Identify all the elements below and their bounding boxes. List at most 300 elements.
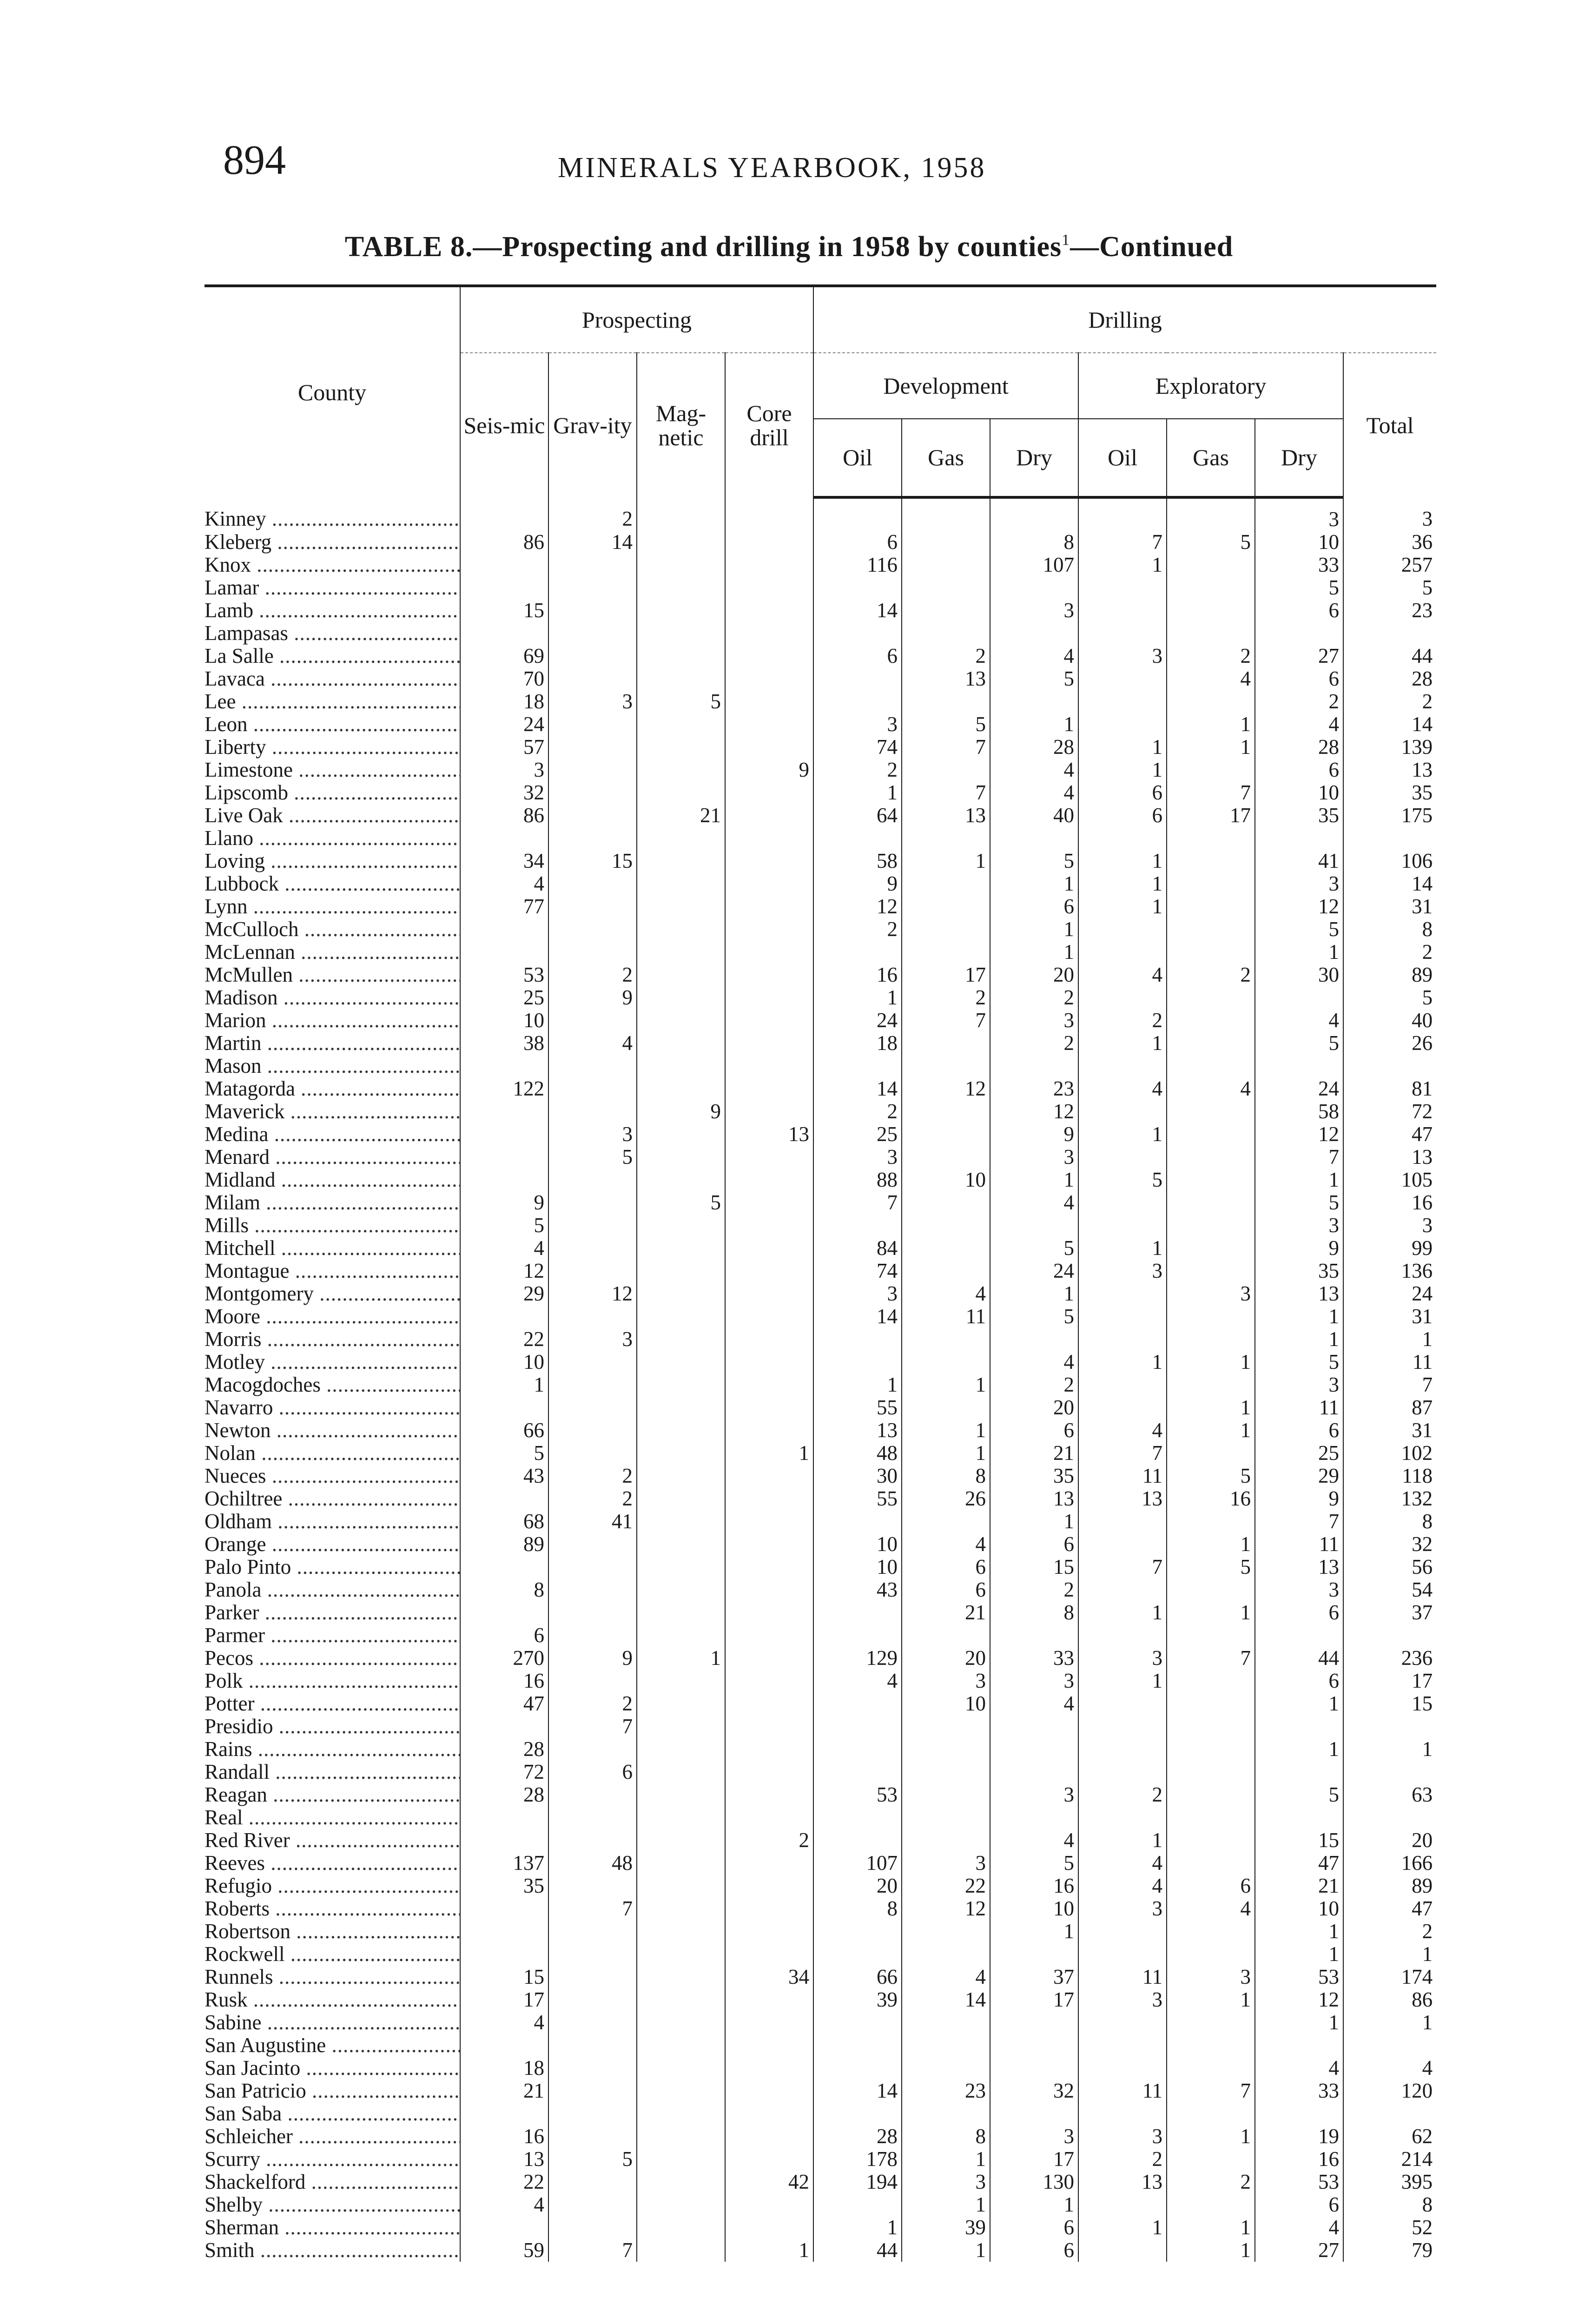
county-name: Mills ..... xyxy=(205,1214,460,1237)
magnetic-cell xyxy=(637,2102,725,2125)
dev-dry-cell: 107 xyxy=(990,554,1078,576)
exp-oil-cell xyxy=(1078,1373,1167,1396)
exp-dry-cell: 24 xyxy=(1255,1077,1343,1100)
gravity-cell: 5 xyxy=(548,2148,637,2171)
core-cell xyxy=(725,918,813,941)
gravity-cell xyxy=(548,1806,637,1829)
exp-oil-cell xyxy=(1078,2102,1167,2125)
dev-gas-cell xyxy=(902,1396,990,1419)
dev-gas-cell: 21 xyxy=(902,1601,990,1624)
magnetic-cell xyxy=(637,1351,725,1373)
magnetic-cell xyxy=(637,1032,725,1055)
core-cell xyxy=(725,599,813,622)
seismic-cell xyxy=(460,1806,548,1829)
table-row xyxy=(205,1920,1436,1943)
exp-oil-cell: 11 xyxy=(1078,1966,1167,1988)
seismic-cell: 1 xyxy=(460,1373,548,1396)
dev-dry-cell: 8 xyxy=(990,531,1078,554)
total-cell: 3 xyxy=(1343,1214,1436,1237)
seismic-cell: 24 xyxy=(460,713,548,736)
table-row xyxy=(205,804,1436,827)
magnetic-cell xyxy=(637,554,725,576)
exp-dry-cell: 5 xyxy=(1255,1191,1343,1214)
table-row xyxy=(205,759,1436,781)
exp-oil-header: Oil xyxy=(1078,419,1167,497)
exp-oil-cell xyxy=(1078,1396,1167,1419)
dev-gas-cell xyxy=(902,497,990,531)
gravity-cell xyxy=(548,1783,637,1806)
core-cell xyxy=(725,2080,813,2102)
county-name: Robertson ..... xyxy=(205,1920,460,1943)
magnetic-cell xyxy=(637,1396,725,1419)
dev-gas-cell: 10 xyxy=(902,1169,990,1191)
core-cell xyxy=(725,1556,813,1578)
total-cell xyxy=(1343,1624,1436,1647)
table-row xyxy=(205,1692,1436,1715)
county-name: Maverick ..... xyxy=(205,1100,460,1123)
exp-oil-cell: 4 xyxy=(1078,1875,1167,1897)
dev-dry-cell: 5 xyxy=(990,850,1078,872)
seismic-cell: 22 xyxy=(460,1328,548,1351)
gravity-cell xyxy=(548,2057,637,2080)
core-cell xyxy=(725,2011,813,2034)
exp-dry-cell: 3 xyxy=(1255,1214,1343,1237)
county-name: Navarro ..... xyxy=(205,1396,460,1419)
exp-dry-cell: 35 xyxy=(1255,804,1343,827)
county-cell xyxy=(205,2193,460,2216)
seismic-cell: 34 xyxy=(460,850,548,872)
exp-gas-cell xyxy=(1167,1510,1255,1533)
county-cell xyxy=(205,622,460,645)
county-name: Sabine ..... xyxy=(205,2011,460,2034)
dev-gas-cell xyxy=(902,759,990,781)
dev-dry-cell xyxy=(990,1943,1078,1966)
dev-dry-cell: 17 xyxy=(990,1988,1078,2011)
dev-dry-cell xyxy=(990,1738,1078,1761)
seismic-cell: 10 xyxy=(460,1009,548,1032)
exp-dry-cell: 1 xyxy=(1255,1328,1343,1351)
gravity-cell xyxy=(548,1351,637,1373)
county-name: San Jacinto ..... xyxy=(205,2057,460,2080)
seismic-cell: 15 xyxy=(460,599,548,622)
dev-oil-cell xyxy=(813,667,902,690)
dev-oil-cell: 12 xyxy=(813,895,902,918)
county-cell xyxy=(205,781,460,804)
dev-oil-cell: 74 xyxy=(813,736,902,759)
core-cell xyxy=(725,872,813,895)
seismic-cell: 59 xyxy=(460,2239,548,2262)
dev-gas-cell: 3 xyxy=(902,2171,990,2193)
magnetic-cell xyxy=(637,1897,725,1920)
gravity-cell xyxy=(548,576,637,599)
dev-oil-cell: 30 xyxy=(813,1465,902,1487)
dev-gas-cell xyxy=(902,2011,990,2034)
county-cell xyxy=(205,554,460,576)
gravity-cell xyxy=(548,804,637,827)
seismic-cell: 57 xyxy=(460,736,548,759)
magnetic-cell xyxy=(637,645,725,667)
county-name: McLennan ..... xyxy=(205,941,460,964)
dev-oil-cell xyxy=(813,1920,902,1943)
core-cell xyxy=(725,1055,813,1077)
county-cell xyxy=(205,941,460,964)
exp-dry-cell xyxy=(1255,2034,1343,2057)
county-cell xyxy=(205,1260,460,1282)
dev-gas-cell: 4 xyxy=(902,1533,990,1556)
seismic-cell xyxy=(460,1146,548,1169)
table-row xyxy=(205,1465,1436,1487)
county-name: Scurry ..... xyxy=(205,2148,460,2171)
core-cell xyxy=(725,1510,813,1533)
table-row xyxy=(205,1829,1436,1852)
total-cell: 1 xyxy=(1343,1738,1436,1761)
exp-oil-cell: 4 xyxy=(1078,1419,1167,1442)
county-name: Shelby ..... xyxy=(205,2193,460,2216)
exp-oil-cell: 1 xyxy=(1078,1829,1167,1852)
total-cell: 132 xyxy=(1343,1487,1436,1510)
exp-dry-cell xyxy=(1255,1055,1343,1077)
total-cell: 13 xyxy=(1343,1146,1436,1169)
dev-dry-cell: 9 xyxy=(990,1123,1078,1146)
county-name: Ochiltree ..... xyxy=(205,1487,460,1510)
table-row xyxy=(205,1966,1436,1988)
county-cell xyxy=(205,1875,460,1897)
core-cell xyxy=(725,2193,813,2216)
table-title xyxy=(0,232,1578,261)
exp-dry-cell: 9 xyxy=(1255,1487,1343,1510)
core-cell xyxy=(725,827,813,850)
seismic-cell: 12 xyxy=(460,1260,548,1282)
county-cell xyxy=(205,1897,460,1920)
total-cell: 11 xyxy=(1343,1351,1436,1373)
exp-dry-cell: 4 xyxy=(1255,1009,1343,1032)
table-row xyxy=(205,1897,1436,1920)
exp-oil-cell xyxy=(1078,1943,1167,1966)
table-row xyxy=(205,1214,1436,1237)
county-name: McCulloch ..... xyxy=(205,918,460,941)
county-name: Medina ..... xyxy=(205,1123,460,1146)
seismic-cell: 5 xyxy=(460,1214,548,1237)
exp-oil-cell xyxy=(1078,2034,1167,2057)
exp-dry-cell: 3 xyxy=(1255,1578,1343,1601)
table-row xyxy=(205,1260,1436,1282)
core-cell xyxy=(725,1715,813,1738)
exp-oil-cell xyxy=(1078,986,1167,1009)
gravity-cell xyxy=(548,1169,637,1191)
seismic-header: Seis-mic xyxy=(460,353,548,497)
exp-oil-cell: 1 xyxy=(1078,872,1167,895)
exp-gas-cell: 1 xyxy=(1167,736,1255,759)
dev-dry-cell: 4 xyxy=(990,645,1078,667)
seismic-cell: 122 xyxy=(460,1077,548,1100)
county-cell xyxy=(205,690,460,713)
dev-gas-cell: 5 xyxy=(902,713,990,736)
dev-oil-cell: 3 xyxy=(813,1146,902,1169)
magnetic-cell xyxy=(637,2057,725,2080)
total-cell: 395 xyxy=(1343,2171,1436,2193)
exp-gas-cell xyxy=(1167,1670,1255,1692)
exp-gas-cell xyxy=(1167,1761,1255,1783)
dev-oil-cell xyxy=(813,1738,902,1761)
page-header xyxy=(0,0,1578,195)
dev-oil-header: Oil xyxy=(813,419,902,497)
county-cell xyxy=(205,497,460,531)
gravity-cell xyxy=(548,713,637,736)
seismic-cell: 15 xyxy=(460,1966,548,1988)
county-name: Lampasas ..... xyxy=(205,622,460,645)
county-cell xyxy=(205,1396,460,1419)
magnetic-cell xyxy=(637,713,725,736)
exp-oil-cell xyxy=(1078,1055,1167,1077)
exp-dry-cell: 1 xyxy=(1255,1920,1343,1943)
exp-gas-cell: 1 xyxy=(1167,2216,1255,2239)
seismic-cell: 43 xyxy=(460,1465,548,1487)
exp-oil-cell xyxy=(1078,622,1167,645)
exp-oil-cell xyxy=(1078,1738,1167,1761)
county-name: Randall ..... xyxy=(205,1761,460,1783)
dev-oil-cell: 84 xyxy=(813,1237,902,1260)
seismic-cell xyxy=(460,1396,548,1419)
dev-oil-cell: 2 xyxy=(813,759,902,781)
total-cell: 56 xyxy=(1343,1556,1436,1578)
magnetic-cell: 21 xyxy=(637,804,725,827)
core-drill-header: Core drill xyxy=(725,353,813,497)
county-name: Lamar ..... xyxy=(205,576,460,599)
seismic-cell: 69 xyxy=(460,645,548,667)
dev-gas-cell xyxy=(902,1624,990,1647)
dev-gas-cell: 3 xyxy=(902,1852,990,1875)
exp-dry-cell: 10 xyxy=(1255,781,1343,804)
exp-oil-cell: 6 xyxy=(1078,781,1167,804)
gravity-cell xyxy=(548,1533,637,1556)
dev-dry-cell: 3 xyxy=(990,1670,1078,1692)
gravity-cell: 15 xyxy=(548,850,637,872)
exp-gas-cell: 1 xyxy=(1167,1533,1255,1556)
county-cell xyxy=(205,1237,460,1260)
dev-oil-cell: 194 xyxy=(813,2171,902,2193)
dev-dry-cell xyxy=(990,622,1078,645)
dev-dry-cell: 16 xyxy=(990,1875,1078,1897)
dev-dry-cell xyxy=(990,1761,1078,1783)
table-row xyxy=(205,622,1436,645)
dev-dry-cell: 24 xyxy=(990,1260,1078,1282)
county-cell xyxy=(205,1988,460,2011)
county-name: Pecos ..... xyxy=(205,1647,460,1670)
county-name: Runnels ..... xyxy=(205,1966,460,1988)
exp-gas-cell: 7 xyxy=(1167,2080,1255,2102)
dev-oil-cell xyxy=(813,2102,902,2125)
dev-dry-cell: 2 xyxy=(990,1373,1078,1396)
core-cell xyxy=(725,736,813,759)
exp-oil-cell xyxy=(1078,1761,1167,1783)
table-row xyxy=(205,576,1436,599)
gravity-cell xyxy=(548,2102,637,2125)
dev-dry-cell: 4 xyxy=(990,759,1078,781)
core-cell xyxy=(725,1783,813,1806)
dev-dry-cell: 5 xyxy=(990,667,1078,690)
exp-dry-header: Dry xyxy=(1255,419,1343,497)
county-cell xyxy=(205,576,460,599)
dev-oil-cell xyxy=(813,576,902,599)
core-cell xyxy=(725,622,813,645)
seismic-cell: 28 xyxy=(460,1783,548,1806)
county-name: Moore ..... xyxy=(205,1305,460,1328)
table-row xyxy=(205,1055,1436,1077)
county-cell xyxy=(205,531,460,554)
seismic-cell: 3 xyxy=(460,759,548,781)
exp-gas-cell: 1 xyxy=(1167,1419,1255,1442)
exp-gas-cell xyxy=(1167,1943,1255,1966)
gravity-cell xyxy=(548,2080,637,2102)
dev-gas-cell: 1 xyxy=(902,1373,990,1396)
total-cell: 1 xyxy=(1343,1328,1436,1351)
exp-oil-cell: 6 xyxy=(1078,804,1167,827)
gravity-cell: 41 xyxy=(548,1510,637,1533)
dev-oil-cell xyxy=(813,622,902,645)
gravity-cell xyxy=(548,599,637,622)
county-cell xyxy=(205,2102,460,2125)
seismic-cell: 70 xyxy=(460,667,548,690)
exp-dry-cell: 5 xyxy=(1255,1783,1343,1806)
magnetic-cell: 5 xyxy=(637,1191,725,1214)
core-cell xyxy=(725,1806,813,1829)
table-row xyxy=(205,554,1436,576)
dev-gas-cell: 2 xyxy=(902,986,990,1009)
exp-oil-cell xyxy=(1078,1624,1167,1647)
county-name: La Salle ..... xyxy=(205,645,460,667)
exp-dry-cell: 1 xyxy=(1255,1169,1343,1191)
dev-dry-cell: 21 xyxy=(990,1442,1078,1465)
county-cell xyxy=(205,1624,460,1647)
exp-gas-cell xyxy=(1167,1373,1255,1396)
gravity-cell: 2 xyxy=(548,1487,637,1510)
core-cell xyxy=(725,1009,813,1032)
dev-dry-cell: 1 xyxy=(990,2193,1078,2216)
dev-dry-cell: 2 xyxy=(990,1578,1078,1601)
table-row xyxy=(205,1943,1436,1966)
county-cell xyxy=(205,2034,460,2057)
dev-oil-cell: 2 xyxy=(813,1100,902,1123)
table-row xyxy=(205,1146,1436,1169)
dev-dry-cell: 130 xyxy=(990,2171,1078,2193)
seismic-cell: 17 xyxy=(460,1988,548,2011)
county-name: Midland ..... xyxy=(205,1169,460,1191)
dev-oil-cell: 53 xyxy=(813,1783,902,1806)
table-row xyxy=(205,1032,1436,1055)
county-cell xyxy=(205,1282,460,1305)
magnetic-cell xyxy=(637,986,725,1009)
exp-dry-cell: 1 xyxy=(1255,941,1343,964)
county-name: Mitchell ..... xyxy=(205,1237,460,1260)
magnetic-cell xyxy=(637,895,725,918)
dev-oil-cell: 6 xyxy=(813,645,902,667)
dev-dry-cell: 37 xyxy=(990,1966,1078,1988)
magnetic-header: Mag-netic xyxy=(637,353,725,497)
total-cell: 2 xyxy=(1343,690,1436,713)
table-row xyxy=(205,2193,1436,2216)
total-cell xyxy=(1343,1055,1436,1077)
exp-dry-cell xyxy=(1255,1761,1343,1783)
table-row xyxy=(205,2171,1436,2193)
total-cell: 1 xyxy=(1343,2011,1436,2034)
core-cell xyxy=(725,1738,813,1761)
gravity-cell: 2 xyxy=(548,964,637,986)
dev-oil-cell: 3 xyxy=(813,1282,902,1305)
county-name: Limestone ..... xyxy=(205,759,460,781)
dev-gas-cell: 6 xyxy=(902,1556,990,1578)
total-cell: 175 xyxy=(1343,804,1436,827)
table-row xyxy=(205,2102,1436,2125)
county-cell xyxy=(205,1601,460,1624)
exp-dry-cell xyxy=(1255,622,1343,645)
dev-gas-cell xyxy=(902,1191,990,1214)
magnetic-cell xyxy=(637,2171,725,2193)
exp-oil-cell xyxy=(1078,1692,1167,1715)
exp-oil-cell xyxy=(1078,667,1167,690)
gravity-cell xyxy=(548,2216,637,2239)
dev-gas-cell: 10 xyxy=(902,1692,990,1715)
dev-oil-cell xyxy=(813,497,902,531)
seismic-cell xyxy=(460,622,548,645)
dev-dry-cell: 40 xyxy=(990,804,1078,827)
county-name: Reeves ..... xyxy=(205,1852,460,1875)
magnetic-cell xyxy=(637,2148,725,2171)
dev-gas-cell: 12 xyxy=(902,1897,990,1920)
table-row xyxy=(205,941,1436,964)
magnetic-cell xyxy=(637,1442,725,1465)
dev-gas-cell: 13 xyxy=(902,667,990,690)
exp-oil-cell: 2 xyxy=(1078,1009,1167,1032)
dev-dry-cell: 4 xyxy=(990,1351,1078,1373)
seismic-cell: 86 xyxy=(460,804,548,827)
county-cell xyxy=(205,667,460,690)
dev-dry-cell: 1 xyxy=(990,941,1078,964)
dev-gas-cell: 8 xyxy=(902,1465,990,1487)
total-cell: 52 xyxy=(1343,2216,1436,2239)
total-cell: 15 xyxy=(1343,1692,1436,1715)
total-cell: 72 xyxy=(1343,1100,1436,1123)
exp-gas-cell xyxy=(1167,1305,1255,1328)
county-cell xyxy=(205,1943,460,1966)
county-name: San Augustine ..... xyxy=(205,2034,460,2057)
total-cell xyxy=(1343,2034,1436,2057)
gravity-cell xyxy=(548,1100,637,1123)
exp-oil-cell: 3 xyxy=(1078,1897,1167,1920)
county-name: Llano ..... xyxy=(205,827,460,850)
total-cell: 257 xyxy=(1343,554,1436,576)
dev-dry-cell: 4 xyxy=(990,1191,1078,1214)
core-cell xyxy=(725,2102,813,2125)
county-cell xyxy=(205,736,460,759)
county-cell xyxy=(205,1328,460,1351)
dev-gas-cell xyxy=(902,895,990,918)
dev-dry-cell xyxy=(990,1214,1078,1237)
dev-oil-cell: 14 xyxy=(813,599,902,622)
core-cell xyxy=(725,2148,813,2171)
exp-dry-cell: 6 xyxy=(1255,599,1343,622)
table-row xyxy=(205,736,1436,759)
county-cell xyxy=(205,2148,460,2171)
gravity-cell xyxy=(548,2011,637,2034)
core-cell: 1 xyxy=(725,1442,813,1465)
gravity-cell xyxy=(548,667,637,690)
exp-gas-cell xyxy=(1167,918,1255,941)
exp-dry-cell: 1 xyxy=(1255,1943,1343,1966)
core-cell xyxy=(725,1465,813,1487)
exp-gas-cell: 2 xyxy=(1167,964,1255,986)
gravity-cell xyxy=(548,1419,637,1442)
dev-dry-cell: 5 xyxy=(990,1237,1078,1260)
